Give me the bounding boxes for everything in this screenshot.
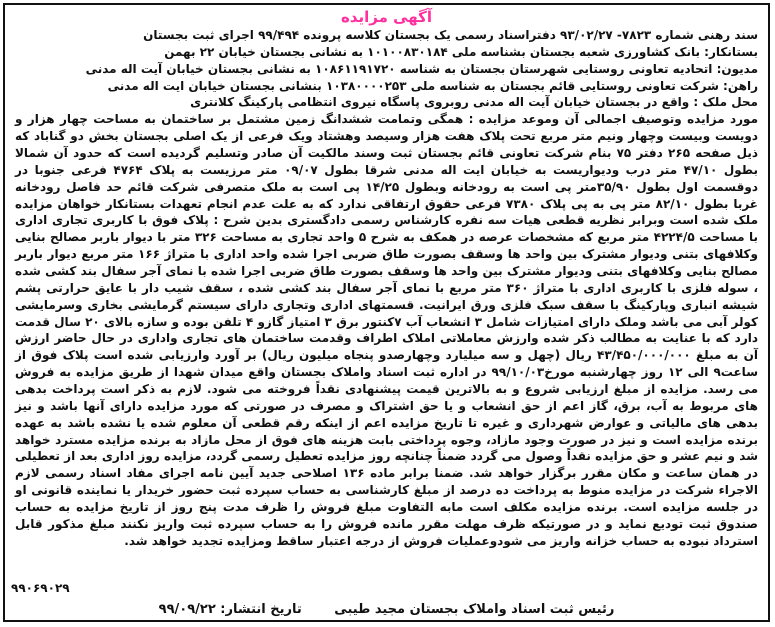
deed-line: سند رهنی شماره ۷۸۲۳- ۹۳/۰۲/۲۷ دفتراسناد رسمی یک بجستان کلاسه پرونده ۹۹/۴۹۴ اجرای ثبت بجستان <box>143 28 758 42</box>
notice-body <box>15 27 758 550</box>
notice-title: آگهی مزایده <box>340 8 433 26</box>
signer-name: رئیس ثبت اسناد واملاک بجستان مجید طیبی <box>334 602 615 617</box>
publish-date: تاریخ انتشار: ۹۹/۰۹/۲۲ <box>158 602 302 617</box>
auction-notice <box>3 3 770 622</box>
auction-description: مورد مزایده وتوصیف اجمالی آن وموعد مزایده : همگی وتمامت ششدانگ زمین مشتمل بر ساختمان به مساحت چهار هزار و دویست وبیست وچهار ونیم متر مربع تحت پلاک هفت هزار وسیصد وهشتاد ویک فرعی از یک اصلی بجستان بخش دو گناباد که ذیل صفحه ۲۶۵ دفتر ۷۵ بنام شرکت تعاونی قائم بجستان ثبت وسند مالکیت آن صادر وتسلیم گردیده است که حدود آن شمالا بطول ۴۷/۱۰ متر درب ودیواریست به خیابان ایت اله مدنی شرقا بطول ۰۹/۰۷ متر مرزیست به پلاک ۴۷۶۴ فرعی جنوبا در دوقسمت اول بطول ۳۵/۹۰متر پی است به رودخانه وبطول ۱۴/۲۵ پی است به ملک متصرفی شرکت قائم حد فاصل رودخانه غربا بطول ۸۲/۱۰ متر پی به پی پلاک ۷۳۸۰ فرعی حقوق ارتفاقی ندارد که به علت عدم انجام تعهدات بستانکار خواهان مزایده ملک شده است وبرابر نظریه قطعی هیات سه نفره کارشناس رسمی دادگستری بدین شرح : پلاک فوق با کاربری تجاری اداری با مساحت ۴۲۲۴/۵ متر مربع که مشخصات عرصه در همکف به شرح ۵ واحد تجاری به مساحت ۳۲۶ متر با دیوار باربر مصالح بنایی وکلافهای بتنی ودیوار مشترک بین واحد ها وسقف بصورت طاق ضربی اجرا شده واحد اداری با متراژ ۱۶۶ متر مربع دیوار باربر مصالح بنایی وکلافهای بتنی ودیوار مشترک بین واحد ها وسقف بصورت طاق ضربی اجرا شده با نمای آجر سفال بند کشی شده ، سوله فلزی با کاربری اداری با متراژ ۳۶۰ متر مربع با نمای آجر سفال بند کشی شده ، سقف شیب دار با عایق حرارتی پشم شیشه انباری وپارکینگ با سقف سبک فلزی ورق ایرانیت. قسمتهای اداری وتجاری دارای سیستم گرمایشی بخاری وسرمایشی کولر آبی می باشد وملک دارای امتیازات شامل ۳ انشعاب آب ۷کنتور برق ۳ امتیاز گازو ۴ تلفن بوده و سازه بالای ۲۰ سال قدمت دارد که با عنایت به مطالب ذکر شده وارزش معاملاتی املاک اطراف وقدمت ساختمان های تجاری واداری در حال حاضر ارزش آن به مبلغ ۴۳/۴۵۰/۰۰۰/۰۰۰ ریال (چهل و سه میلیارد وچهارصدو پنجاه میلیون ریال) بر آورد وارزیابی شده است پلاک فوق از ساعت۹ الی ۱۲ روز چهارشنبه مورخ۹۹/۱۰/۰۳ در اداره ثبت اسناد واملاک بجستان واقع میدان شهدا از طریق مزایده به فروش می رسد. مزایده از مبلغ ارزیابی شروع و به بالاترین قیمت پیشنهادی نقداً فروخته می شود. لازم به ذکر است پرداخت بدهی های مربوط به آب، برق، گاز اعم از حق انشعاب و یا حق اشتراک و مصرف در صورتی که مورد مزایده دارای آنها باشد و نیز بدهی های مالیاتی و عوارض شهرداری و غیره تا تاریخ مزایده اعم از اینکه رقم قطعی آن معلوم شده یا نشده باشد به عهده برنده مزایده است و نیز در صورت وجود مازاد، وجوه پرداختی بابت هزینه های فوق از محل مازاد به برنده مزایده مسترد خواهد شد و نیم عشر و حق مزایده نقداً وصول می گردد ضمناً چنانچه روز مزایده تعطیل رسمی گردد، مزایده روز اداری بعد از تعطیلی در همان ساعت و مکان مقرر برگزار خواهد شد. ضمنا برابر ماده ۱۳۶ اصلاحی جدید آیین نامه اجرای مفاد اسناد رسمی لازم الاجراء شرکت در مزایده منوط به پرداخت ده درصد از مبلغ کارشناسی به حساب سپرده ثبت حضور خریدار یا نماینده قانونی او در جلسه مزایده است. برنده مزایده مکلف است مابه التفاوت مبلغ فروش را ظرف مدت پنج روز از تاریخ مزایده به حساب صندوق ثبت تودیع نماید و در صورتیکه ظرف مهلت مقرر مانده فروش را به حساب سپرده ثبت واریز نکنند مبلغ مذکور قابل استرداد نبوده به حساب خزانه واریز می شودوعملیات فروش از درجه اعتبار ساقط ومزایده تجدید خواهد شد. <box>15 112 759 548</box>
signature-line <box>15 601 758 619</box>
property-location-line: محل ملک : واقع در بجستان خیابان آیت اله مدنی روبروی پاسگاه نیروی انتظامی پارکینگ کلانتری <box>190 95 758 110</box>
debtor-line: مدیون: اتحادیه تعاونی روستایی شهرستان بجستان به شناسه ۱۰۸۶۱۱۹۱۷۲۰ به نشانی بجستان خیابان آیت اله مدنی <box>85 61 758 76</box>
notice-code: ۹۹۰۶۹۰۲۹ <box>11 581 70 595</box>
mortgagor-line: راهن: شرکت تعاونی روستایی قائم بجستان به شناسه ملی ۱۰۳۸۰۰۰۰۲۵۳ بنشانی بجستان خیابان ایت اله مدنی <box>107 78 758 93</box>
creditor-line: بستانکار: بانک کشاورزی شعبه بجستان بشناسه ملی ۱۰۱۰۰۸۳۰۱۸۴ به نشانی بجستان خیابان ۲۲ بهمن <box>164 44 758 59</box>
